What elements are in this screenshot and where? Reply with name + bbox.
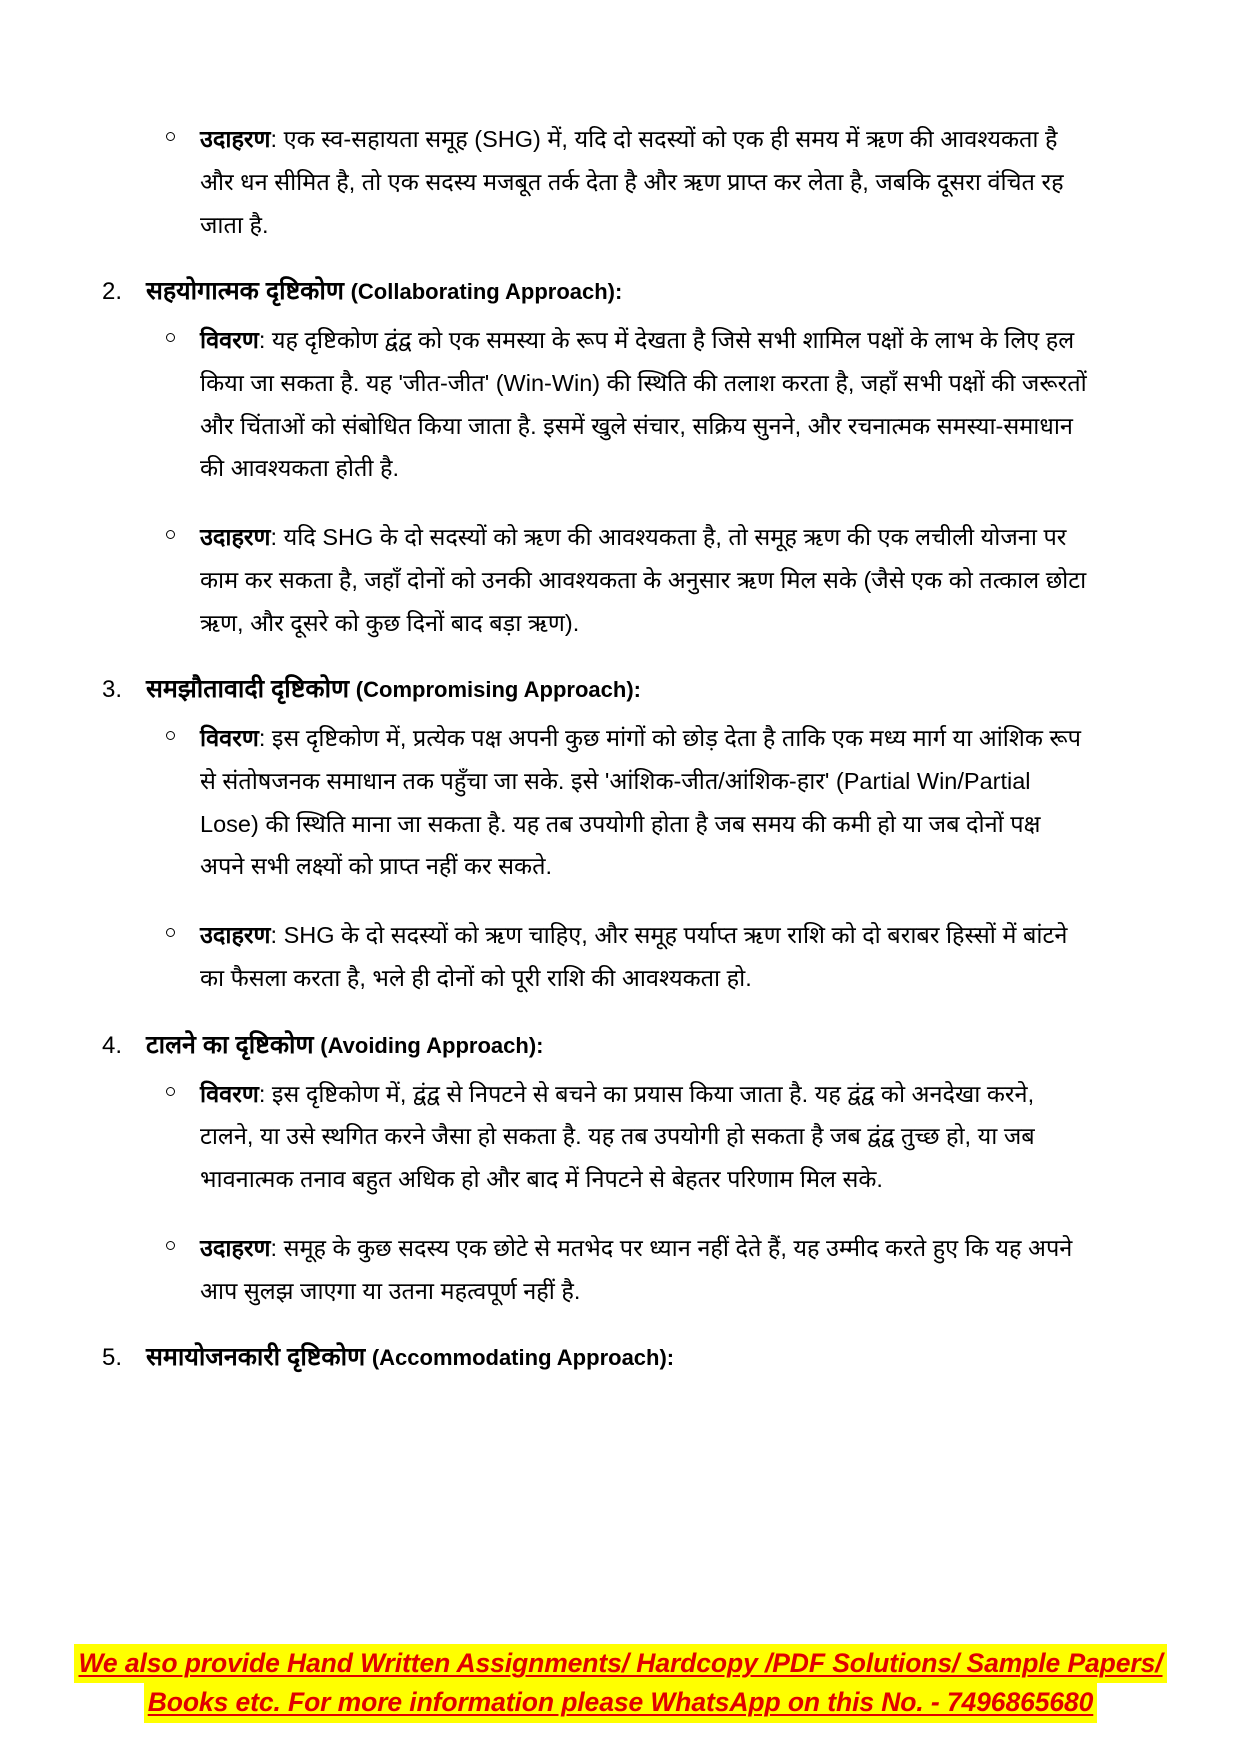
section-title-hindi: टालने का दृष्टिकोण	[146, 1030, 314, 1059]
list-item-body: समूह के कुछ सदस्य एक छोटे से मतभेद पर ध्यान नहीं देते हैं, यह उम्मीद करते हुए कि यह अपने आप सुलझ जाएगा या उतना महत्वपूर्ण नहीं है.	[200, 1234, 1073, 1304]
list-item	[88, 717, 1153, 888]
list-item-text	[200, 717, 1090, 888]
list-item-text	[200, 118, 1090, 246]
promo-banner	[0, 1644, 1241, 1723]
list-item-label: उदाहरण	[200, 1234, 271, 1261]
bullet-circle-icon	[166, 1241, 200, 1250]
bullet-circle-icon	[166, 731, 200, 740]
section-title-english: (Avoiding Approach):	[320, 1032, 544, 1058]
section-heading-text	[146, 1338, 674, 1377]
list-item	[88, 516, 1153, 644]
list-item	[88, 1227, 1153, 1313]
section-heading-4	[88, 1026, 1153, 1065]
list-item	[88, 118, 1153, 246]
list-item-separator: :	[270, 1234, 284, 1261]
section-title-hindi: समायोजनकारी दृष्टिकोण	[146, 1343, 366, 1372]
promo-line-1: We also provide Hand Written Assignments/ Hardcopy /PDF Solutions/ Sample Papers/	[74, 1644, 1166, 1684]
list-item-label: उदाहरण	[200, 126, 271, 152]
list-item-body: यदि SHG के दो सदस्यों को ऋण की आवश्यकता है, तो समूह ऋण की एक लचीली योजना पर काम कर सकता है, जहाँ दोनों को उनकी आवश्यकता के अनुसार ऋण मिल सके (जैसे एक को तत्काल छोटा ऋण, और दूसरे को कुछ दिनों बाद बड़ा ऋण).	[200, 524, 1087, 636]
list-item-label: उदाहरण	[200, 524, 271, 551]
promo-line-2: Books etc. For more information please WhatsApp on this No. - 7496865680	[144, 1683, 1098, 1723]
list-item-separator: :	[258, 1080, 272, 1107]
list-item-separator: :	[270, 126, 284, 152]
list-item	[88, 914, 1153, 1000]
list-item-body: एक स्व-सहायता समूह (SHG) में, यदि दो सदस्यों को एक ही समय में ऋण की आवश्यकता है और धन सीमित है, तो एक सदस्य मजबूत तर्क देता है और ऋण प्राप्त कर लेता है, जबकि दूसरा वंचित रह जाता है.	[200, 126, 1064, 238]
list-item-label: विवरण	[200, 1080, 259, 1107]
section-heading-text	[146, 670, 641, 709]
section-heading-text	[146, 272, 622, 311]
section-title-english: (Collaborating Approach):	[350, 279, 623, 305]
list-item-body: SHG के दो सदस्यों को ऋण चाहिए, और समूह पर्याप्त ऋण राशि को दो बराबर हिस्सों में बांटने का फैसला करता है, भले ही दोनों को पूरी राशि की आवश्यकता हो.	[200, 922, 1068, 991]
list-item-separator: :	[270, 524, 284, 551]
list-item	[88, 1073, 1153, 1201]
list-item-separator: :	[258, 327, 272, 354]
list-item-separator: :	[270, 922, 284, 949]
list-item-body: यह दृष्टिकोण द्वंद्व को एक समस्या के रूप में देखता है जिसे सभी शामिल पक्षों के लाभ के लिए हल किया जा सकता है. यह 'जीत-जीत' (Win-Win) की स्थिति की तलाश करता है, जहाँ सभी पक्षों की जरूरतों और चिंताओं को संबोधित किया जाता है. इसमें खुले संचार, सक्रिय सुनने, और रचनात्मक समस्या-समाधान की आवश्यकता होती है.	[200, 327, 1087, 482]
bullet-circle-icon	[166, 132, 200, 141]
section-number: 2.	[102, 278, 123, 306]
list-item-label: विवरण	[200, 725, 259, 752]
section-heading-2	[88, 272, 1153, 311]
section-title-hindi: समझौतावादी दृष्टिकोण	[146, 675, 350, 704]
list-item-text	[200, 319, 1090, 490]
bullet-circle-icon	[166, 1087, 200, 1096]
list-item-text	[200, 516, 1090, 644]
list-item-body: इस दृष्टिकोण में, प्रत्येक पक्ष अपनी कुछ मांगों को छोड़ देता है ताकि एक मध्य मार्ग या आंशिक रूप से संतोषजनक समाधान तक पहुँचा जा सके. इसे 'आंशिक-जीत/आंशिक-हार' (Partial Win/Partial Lose) की स्थिति माना जा सकता है. यह तब उपयोगी होता है जब समय की कमी हो या जब दोनों पक्ष अपने सभी लक्ष्यों को प्राप्त नहीं कर सकते.	[200, 725, 1082, 880]
section-number: 4.	[102, 1031, 123, 1059]
section-heading-3	[88, 670, 1153, 709]
list-item-body: इस दृष्टिकोण में, द्वंद्व से निपटने से बचने का प्रयास किया जाता है. यह द्वंद्व को अनदेखा करने, टालने, या उसे स्थगित करने जैसा हो सकता है. यह तब उपयोगी हो सकता है जब द्वंद्व तुच्छ हो, या जब भावनात्मक तनाव बहुत अधिक हो और बाद में निपटने से बेहतर परिणाम मिल सके.	[200, 1080, 1035, 1193]
list-item-text	[200, 1227, 1090, 1313]
section-title-english: (Compromising Approach):	[355, 677, 641, 703]
list-item-text	[200, 1073, 1090, 1201]
list-item	[88, 319, 1153, 490]
document-body	[88, 118, 1153, 1377]
bullet-circle-icon	[166, 333, 200, 342]
list-item-text	[200, 914, 1090, 1000]
section-title-hindi: सहयोगात्मक दृष्टिकोण	[146, 277, 344, 306]
list-item-label: उदाहरण	[200, 922, 271, 949]
section-number: 3.	[102, 676, 123, 704]
list-item-separator: :	[258, 725, 272, 752]
bullet-circle-icon	[166, 530, 200, 539]
section-title-english: (Accommodating Approach):	[371, 1345, 675, 1371]
section-number: 5.	[102, 1344, 123, 1372]
bullet-circle-icon	[166, 928, 200, 937]
section-heading-text	[146, 1026, 543, 1065]
list-item-label: विवरण	[200, 327, 259, 354]
section-heading-5	[88, 1338, 1153, 1377]
